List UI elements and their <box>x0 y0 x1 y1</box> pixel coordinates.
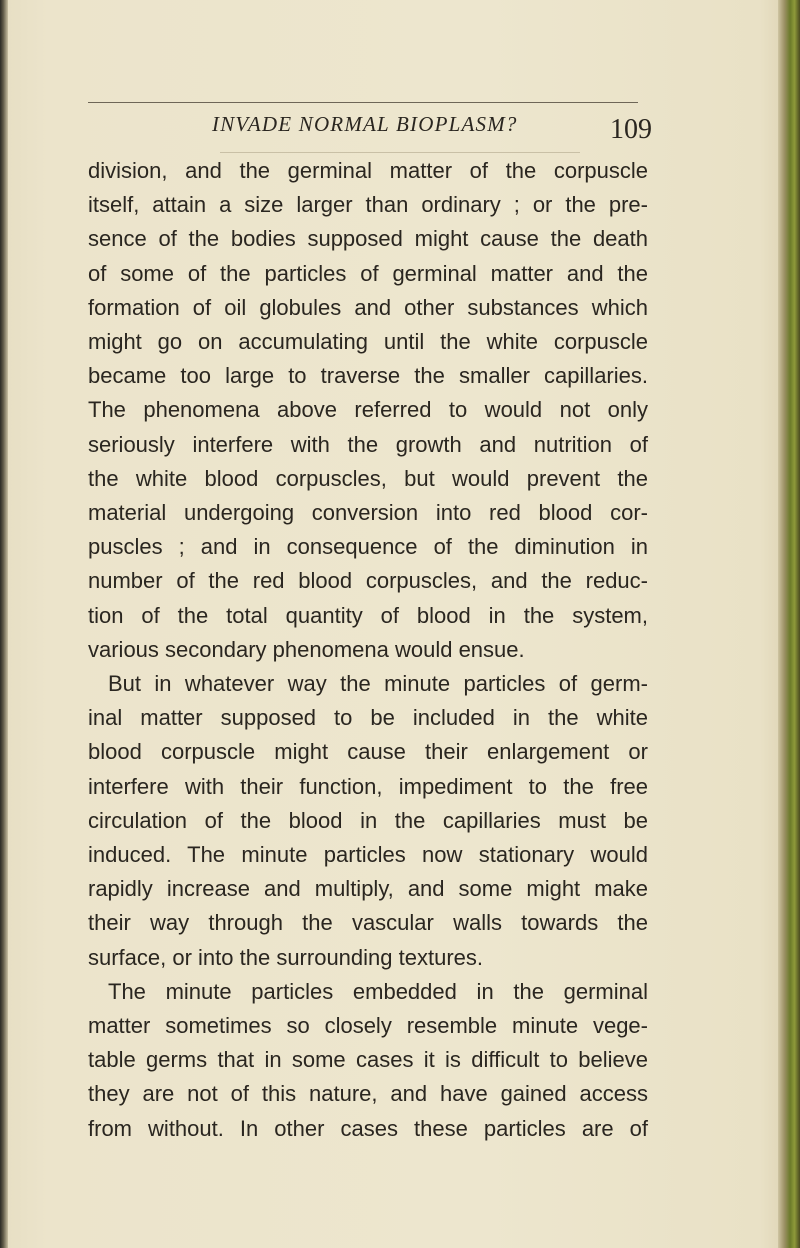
page-number: 109 <box>610 114 652 145</box>
text-line: itself, attain a size larger than ordinary ; or the pre- <box>88 192 648 218</box>
text-line: induced. The minute particles now stationary would <box>88 842 648 868</box>
text-line: puscles ; and in consequence of the diminution in <box>88 534 648 560</box>
text-line: inal matter supposed to be included in the white <box>88 705 648 731</box>
text-line: division, and the germinal matter of the corpuscle <box>88 158 648 183</box>
text-line: formation of oil globules and other substances which <box>88 294 648 320</box>
text-line: surface, or into the surrounding textures. <box>88 944 483 970</box>
text-line: tion of the total quantity of blood in the system, <box>88 602 648 628</box>
text-line: matter sometimes so closely resemble minute vege- <box>88 1013 648 1039</box>
text-line: the white blood corpuscles, but would prevent the <box>88 465 648 491</box>
page-right-edge <box>778 0 800 1248</box>
text-line: they are not of this nature, and have gained access <box>88 1081 648 1107</box>
text-line: various secondary phenomena would ensue. <box>88 636 525 662</box>
text-line: of some of the particles of germinal matter and the <box>88 260 648 286</box>
text-line: number of the red blood corpuscles, and the reduc- <box>88 568 648 594</box>
text-line: The phenomena above referred to would not only <box>88 397 648 423</box>
header-underline <box>220 152 580 153</box>
header-rule <box>88 102 638 103</box>
paragraph-start-line: The minute particles embedded in the germinal <box>108 978 648 1004</box>
text-line: became too large to traverse the smaller capillaries. <box>88 363 648 389</box>
text-line: table germs that in some cases it is difficult to believe <box>88 1047 648 1073</box>
text-line: circulation of the blood in the capillaries must be <box>88 807 648 833</box>
text-line: sence of the bodies supposed might cause the death <box>88 226 648 252</box>
text-line: their way through the vascular walls towards the <box>88 910 648 936</box>
text-line: material undergoing conversion into red blood cor- <box>88 500 648 526</box>
running-head: INVADE NORMAL BIOPLASM? <box>212 112 518 136</box>
paragraph-start-line: But in whatever way the minute particles of germ- <box>108 671 648 697</box>
text-line: from without. In other cases these particles are of <box>88 1115 648 1141</box>
text-line: seriously interfere with the growth and nutrition of <box>88 431 648 457</box>
page-left-edge <box>0 0 8 1248</box>
text-line: might go on accumulating until the white corpuscle <box>88 329 648 355</box>
text-line: blood corpuscle might cause their enlargement or <box>88 739 648 765</box>
text-line: interfere with their function, impediment to the free <box>88 773 648 799</box>
text-line: rapidly increase and multiply, and some might make <box>88 876 648 902</box>
body-text <box>88 154 648 1146</box>
